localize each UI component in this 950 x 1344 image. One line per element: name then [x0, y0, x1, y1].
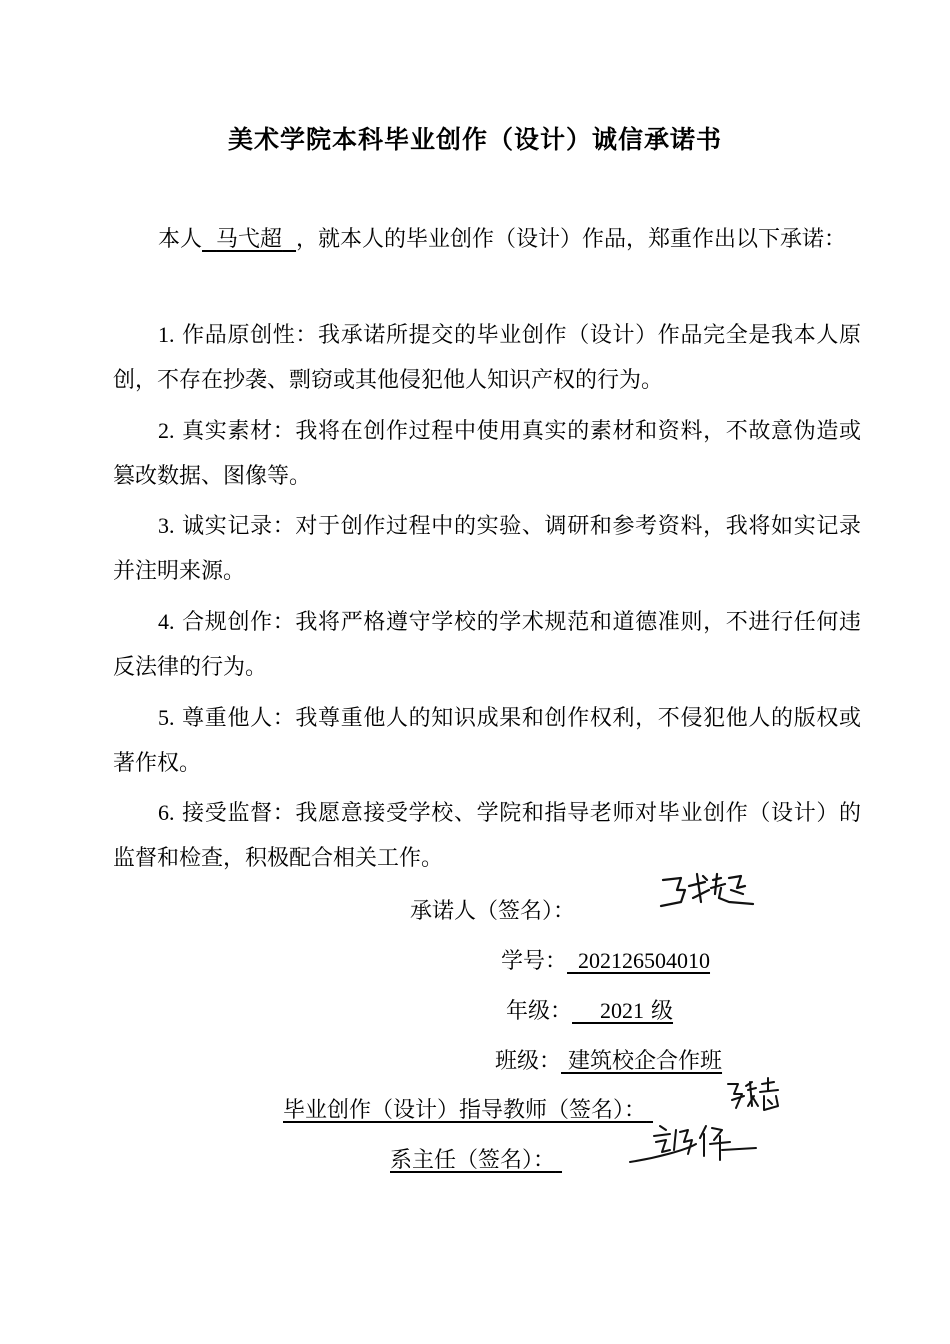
item-text: 合规创作：我将严格遵守学校的学术规范和道德准则，不进行任何违反法律的行为。 — [113, 610, 861, 680]
item-4 — [113, 599, 861, 690]
advisor-signature — [722, 1076, 786, 1120]
advisor-label: 毕业创作（设计）指导教师（签名）： — [283, 1098, 647, 1123]
item-number: 5. — [158, 705, 175, 730]
grade-row — [506, 994, 673, 1025]
item-text: 接受监督：我愿意接受学校、学院和指导老师对毕业创作（设计）的监督和检查，积极配合相关工作。 — [113, 801, 861, 871]
item-number: 4. — [158, 609, 175, 634]
advisor-row — [283, 1093, 653, 1124]
item-number: 6. — [158, 800, 175, 825]
director-row — [390, 1143, 562, 1174]
intro-suffix: ，就本人的毕业创作（设计）作品，郑重作出以下承诺： — [296, 227, 847, 252]
student-id-label: 学号： — [501, 949, 568, 974]
student-id-row — [501, 944, 710, 975]
grade-value: 2021 级 — [600, 998, 674, 1024]
class-row — [495, 1044, 722, 1075]
item-5 — [113, 695, 861, 786]
director-label: 系主任（签名）： — [390, 1148, 556, 1173]
intro-prefix: 本人 — [158, 227, 203, 252]
student-id-value: 202126504010 — [578, 948, 711, 973]
item-text: 真实素材：我将在创作过程中使用真实的素材和资料，不故意伪造或篡改数据、图像等。 — [113, 419, 861, 489]
promiser-label: 承诺人（签名）： — [410, 899, 576, 924]
grade-label: 年级： — [506, 999, 573, 1024]
student-name: 马弋超 — [216, 227, 283, 252]
item-text: 作品原创性：我承诺所提交的毕业创作（设计）作品完全是我本人原创，不存在抄袭、剽窃或其他侵犯他人知识产权的行为。 — [113, 323, 861, 393]
promiser-signature — [655, 868, 765, 920]
item-1 — [113, 312, 861, 403]
item-3 — [113, 503, 861, 594]
item-2 — [113, 408, 861, 499]
class-label: 班级： — [495, 1049, 562, 1074]
item-text: 尊重他人：我尊重他人的知识成果和创作权利，不侵犯他人的版权或著作权。 — [113, 706, 861, 776]
class-value: 建筑校企合作班 — [568, 1049, 723, 1074]
page-title: 美术学院本科毕业创作（设计）诚信承诺书 — [227, 125, 722, 154]
intro-paragraph — [113, 217, 861, 262]
item-text: 诚实记录：对于创作过程中的实验、调研和参考资料，我将如实记录并注明来源。 — [113, 514, 861, 584]
item-number: 3. — [158, 513, 175, 538]
director-signature — [626, 1120, 766, 1172]
item-number: 2. — [158, 418, 175, 443]
item-number: 1. — [158, 322, 175, 347]
